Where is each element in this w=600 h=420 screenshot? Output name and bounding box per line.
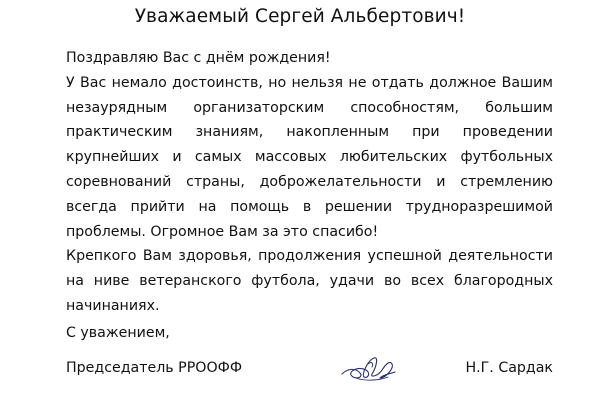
signer-name: Н.Г. Сардак bbox=[465, 360, 553, 376]
position-title: Председатель РРООФФ bbox=[66, 360, 243, 376]
congratulation-line: Поздравляю Вас с днём рождения! bbox=[66, 50, 331, 66]
appreciation-paragraph: У Вас немало достоинств, но нельзя не отдать должное Вашим незаурядным организаторским способностям, большим практическим знаниям, накопленным при проведении крупнейших и самых массовых любительских футбольных соревнований страны, доброжелательности и стремлению всегда прийти на помощь в решении трудноразрешимой проблемы. Огромное Вам за это спасибо! bbox=[66, 74, 553, 240]
wishes-paragraph: Крепкого Вам здоровья, продолжения успешной деятельности на ниве ветеранского футбола, удачи во всех благородных начинаниях. bbox=[66, 248, 553, 314]
letter-body bbox=[66, 46, 553, 319]
signature-row bbox=[66, 360, 553, 388]
closing-line: С уважением, bbox=[66, 325, 170, 341]
handwritten-signature bbox=[338, 348, 398, 388]
letter-greeting: Уважаемый Сергей Альбертович! bbox=[134, 6, 466, 27]
